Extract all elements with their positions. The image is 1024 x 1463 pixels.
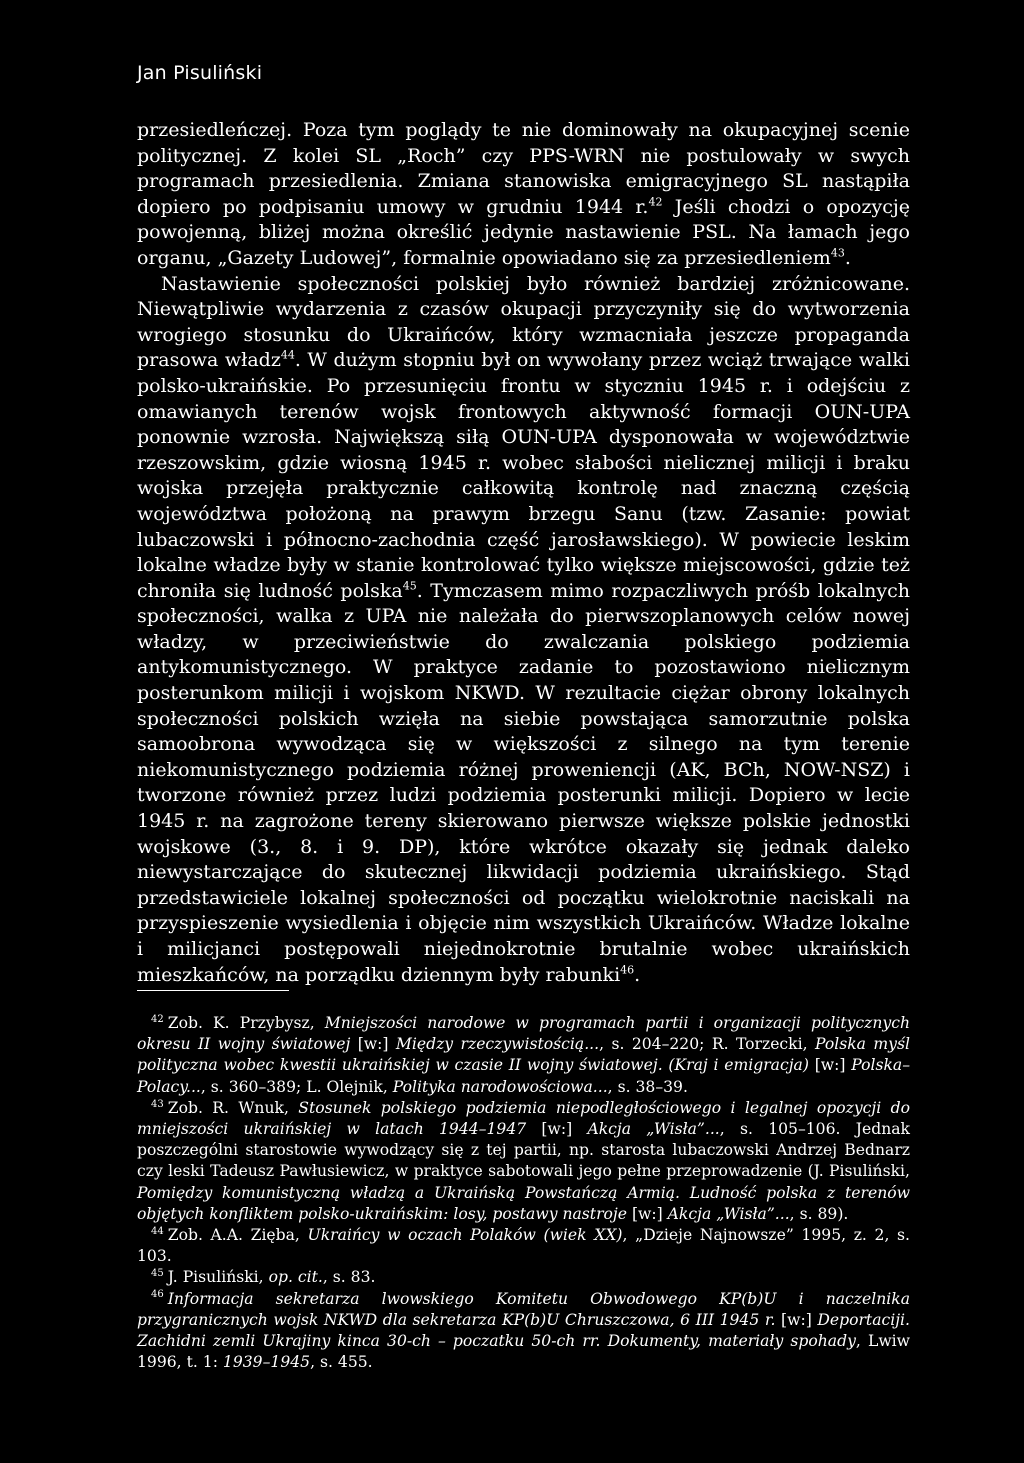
footnote-ref-45: 45 bbox=[402, 579, 417, 593]
footnote-45: $^{45}$ J. Pisuliński, op. cit., s. 83. bbox=[151, 1268, 376, 1287]
footnote-ref-44: 44 bbox=[280, 349, 295, 363]
footnote-43: $^{43}$ Zob. R. Wnuk, Stosunek polskiego podziemia niepodległościowego i legalnej opozycji do mniejszości ukraińskiej w latach 1944–1947 [w:] Akcja „Wisła”..., s. 105–106. Jednak poszczególni starostowie wywodzący się z tej partii, np. starosta lubaczowski Andrzej Bednarz czy leski Tadeusz Pawłusiewicz, w praktyce sabotowali jego pełne przeprowadzenie (J. Pisuliński, Pomiędzy komunistyczną władzą a Ukraińską Powstańczą Armią. Ludność polska z terenów objętych konfliktem polsko-ukraińskim: losy, postawy nastroje [w:] Akcja „Wisła”..., s. 89). bbox=[137, 1098, 910, 1223]
main-text bbox=[137, 118, 910, 988]
footnote-46: $^{46}$ Informacja sekretarza lwowskiego Komitetu Obwodowego KP(b)U i naczelnika przygranicznych wojsk NKWD dla sekretarza KP(b)U Chruszczowa, 6 III 1945 r. [w:] Deportaciji. Zachidni zemli Ukrajiny kinca 30-ch – poczatku 50-ch rr. Dokumenty, materiały spohady, Lwiw 1996, t. 1: 1939–1945, s. 455. bbox=[137, 1289, 910, 1372]
footnotes bbox=[137, 1013, 910, 1373]
footnote-ref-42: 42 bbox=[648, 195, 663, 209]
footnote-separator bbox=[137, 990, 289, 991]
paragraph-2: Nastawienie społeczności polskiej było również bardziej zróżnicowane. Niewątpliwie wydarzenia z czasów okupacji przyczyniły się do wytworzenia wrogiego stosunku do Ukraińców, który wzmacniała jeszcze propaganda prasowa władz$^{44}$. W dużym stopniu był on wywołany przez wciąż trwające walki polsko-ukraińskie. Po przesunięciu frontu w styczniu 1945 r. i odejściu z omawianych terenów wojsk frontowych aktywność formacji OUN-UPA ponownie wzrosła. Największą siłą OUN-UPA dysponowała w województwie rzeszowskim, gdzie wiosną 1945 r. wobec słabości nielicznej milicji i braku wojska przejęła praktycznie całkowitą kontrolę nad znaczną częścią województwa położoną na prawym brzegu Sanu (tzw. Zasanie: powiat lubaczowski i północno-zachodnia część jarosławskiego). W powiecie leskim lokalne władze były w stanie kontrolować tylko większe miejscowości, gdzie też chroniła się ludność polska$^{45}$. Tymczasem mimo rozpaczliwych próśb lokalnych społeczności, walka z UPA nie należała do pierwszoplanowych celów nowej władzy, w przeciwieństwie do zwalczania polskiego podziemia antykomunistycznego. W praktyce zadanie to pozostawiono nielicznym posterunkom milicji i wojskom NKWD. W rezultacie ciężar obrony lokalnych społeczności polskich wzięła na siebie powstająca samorzutnie polska samoobrona wywodząca się w większości z silnego na tym terenie niekomunistycznego podziemia różnej proweniencji (AK, BCh, NOW-NSZ) i tworzone również przez ludzi podziemia posterunki milicji. Dopiero w lecie 1945 r. na zagrożone tereny skierowano pierwsze większe polskie jednostki wojskowe (3., 8. i 9. DP), które wkrótce okazały się jednak daleko niewystarczające do skutecznej likwidacji podziemia ukraińskiego. Stąd przedstawiciele lokalnej społeczności od początku wielokrotnie naciskali na przyspieszenie wysiedlenia i objęcie nim wszystkich Ukraińców. Władze lokalne i milicjanci postępowali niejednokrotnie brutalnie wobec ukraińskich mieszkańców, na porządku dziennym były rabunki$^{46}$. bbox=[137, 272, 910, 986]
footnote-ref-46: 46 bbox=[620, 963, 635, 977]
footnote-44: $^{44}$ Zob. A.A. Zięba, Ukraińcy w oczach Polaków (wiek XX), „Dzieje Najnowsze” 1995, z. 2, s. 103. bbox=[137, 1225, 910, 1266]
footnote-ref-43: 43 bbox=[830, 246, 845, 260]
paragraph-1: przesiedleńczej. Poza tym poglądy te nie dominowały na okupacyjnej scenie politycznej. Z kolei SL „Roch” czy PPS-WRN nie postulowały w swych programach przesiedlenia. Zmiana stanowiska emigracyjnego SL nastąpiła dopiero po podpisaniu umowy w grudniu 1944 r.$^{42}$ Jeśli chodzi o opozycję powojenną, bliżej można określić jedynie nastawienie PSL. Na łamach jego organu, „Gazety Ludowej”, formalnie opowiadano się za przesiedleniem$^{43}$. bbox=[137, 119, 910, 269]
footnote-42: $^{42}$ Zob. K. Przybysz, Mniejszości narodowe w programach partii i organizacji politycznych okresu II wojny światowej [w:] Między rzeczywistością..., s. 204–220; R. Torzecki, Polska myśl polityczna wobec kwestii ukraińskiej w czasie II wojny światowej. (Kraj i emigracja) [w:] Polska–Polacy..., s. 360–389; L. Olejnik, Polityka narodowościowa..., s. 38–39. bbox=[137, 1013, 911, 1096]
running-header: Jan Pisuliński bbox=[137, 62, 263, 84]
